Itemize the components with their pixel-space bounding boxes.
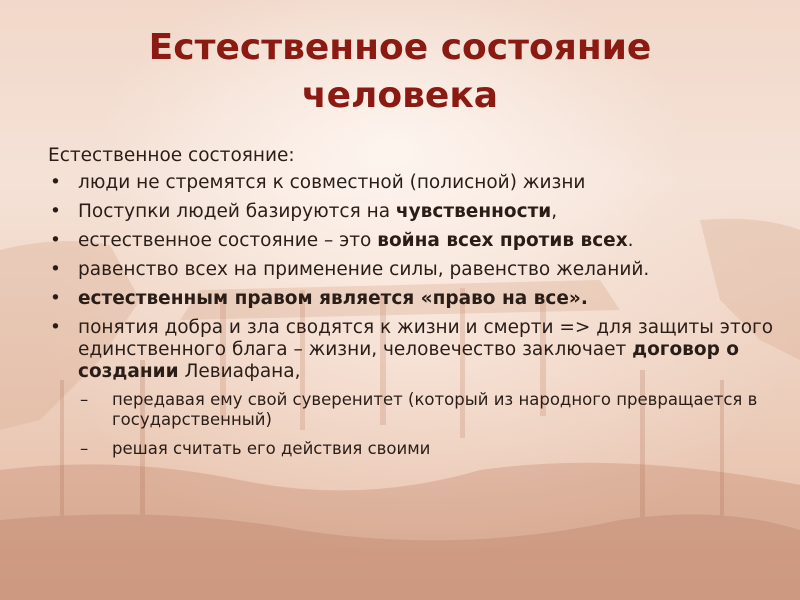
bullet-item <box>48 317 778 459</box>
bullet-icon: • <box>50 230 61 251</box>
sub-bullet-item <box>78 390 778 430</box>
bullet-icon: • <box>50 317 61 338</box>
bullet-text: равенство всех на применение силы, равенство желаний. <box>78 259 650 280</box>
bullet-text-bold: договор о создании <box>78 339 739 382</box>
bullet-text: люди не стремятся к совместной (полисной) жизни <box>78 172 586 193</box>
bullet-item <box>48 201 778 223</box>
bullet-text-bold: война всех против всех <box>377 230 628 251</box>
bullet-item <box>48 259 778 281</box>
bullet-text-regular: Поступки людей базируются на <box>78 201 396 222</box>
bullet-text-bold: естественным правом является «право на все». <box>78 288 588 309</box>
bullet-text-regular: Левиафана, <box>178 361 301 382</box>
bullet-text-regular: естественное состояние – это <box>78 230 378 251</box>
sub-bullet-text: передавая ему свой суверенитет (который из народного превращается в государственный) <box>112 390 758 429</box>
bullet-text-regular: понятия добра и зла сводятся к жизни и смерти => для защиты этого единственного блага – жизни, человечество заключает <box>78 317 774 360</box>
bullet-icon: • <box>50 288 61 309</box>
bullet-text-regular: . <box>627 230 634 251</box>
bullet-item <box>48 230 778 252</box>
intro-text: Естественное состояние: <box>48 145 295 166</box>
bullet-text <box>78 201 778 223</box>
bullet-icon: • <box>50 172 61 193</box>
title-line-2: человека <box>301 75 499 116</box>
bullet-item <box>48 172 778 194</box>
bullet-text <box>78 317 778 383</box>
bullet-list <box>48 172 778 459</box>
dash-icon: – <box>80 390 89 409</box>
bullet-text-regular: , <box>551 201 558 222</box>
bullet-text <box>78 230 778 252</box>
sub-bullet-text: решая считать его действия своими <box>112 439 431 458</box>
slide-title <box>40 24 760 120</box>
bullet-item <box>48 288 778 310</box>
dash-icon: – <box>80 439 89 458</box>
slide-body <box>48 143 778 468</box>
sub-bullet-item <box>78 439 778 459</box>
bullet-icon: • <box>50 259 61 280</box>
title-line-1: Естественное состояние <box>148 27 652 68</box>
sub-bullet-list <box>78 390 778 459</box>
bullet-icon: • <box>50 201 61 222</box>
bullet-text-bold: чувственности <box>395 201 552 222</box>
